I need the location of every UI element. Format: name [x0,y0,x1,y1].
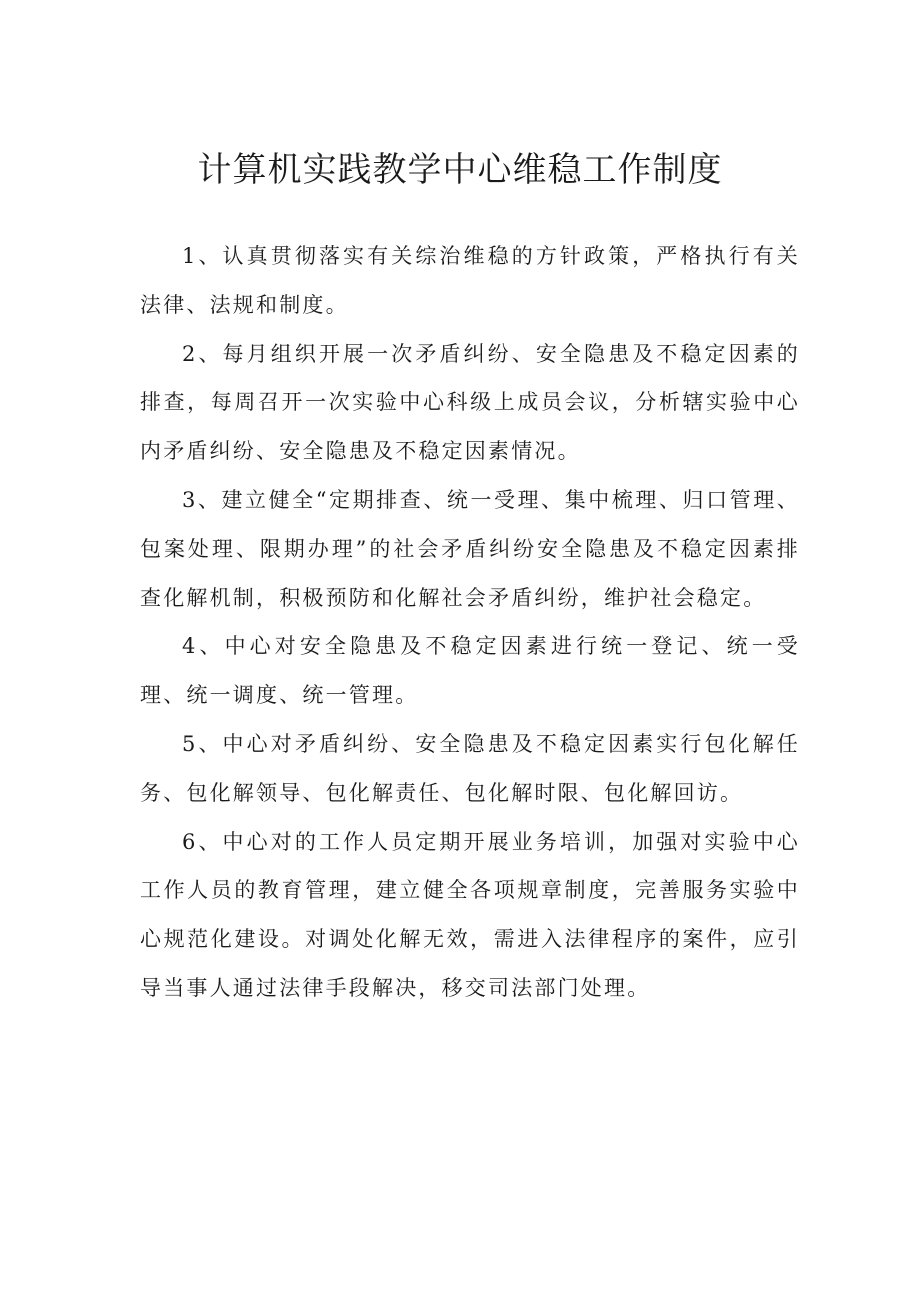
paragraph-4: 4、中心对安全隐患及不稳定因素进行统一登记、统一受理、统一调度、统一管理。 [140,634,800,708]
paragraph-3: 3、建立健全“定期排查、统一受理、集中梳理、归口管理、包案处理、限期办理”的社会矛盾纠纷安全隐患及不稳定因素排查化解机制，积极预防和化解社会矛盾纠纷，维护社会稳定。 [140,487,800,610]
document-title: 计算机实践教学中心维稳工作制度 [197,150,723,190]
paragraph-5: 5、中心对矛盾纠纷、安全隐患及不稳定因素实行包化解任务、包化解领导、包化解责任、包化解时限、包化解回访。 [140,731,800,805]
paragraph-1: 1、认真贯彻落实有关综治维稳的方针政策，严格执行有关法律、法规和制度。 [140,244,800,317]
paragraph-2: 2、每月组织开展一次矛盾纠纷、安全隐患及不稳定因素的排查，每周召开一次实验中心科级上成员会议，分析辖实验中心内矛盾纠纷、安全隐患及不稳定因素情况。 [140,341,800,464]
paragraph-6: 6、中心对的工作人员定期开展业务培训，加强对实验中心工作人员的教育管理，建立健全各项规章制度，完善服务实验中心规范化建设。对调处化解无效，需进入法律程序的案件，应引导当事人通过法律手段解决，移交司法部门处理。 [140,829,800,1000]
document-body [140,232,800,1013]
